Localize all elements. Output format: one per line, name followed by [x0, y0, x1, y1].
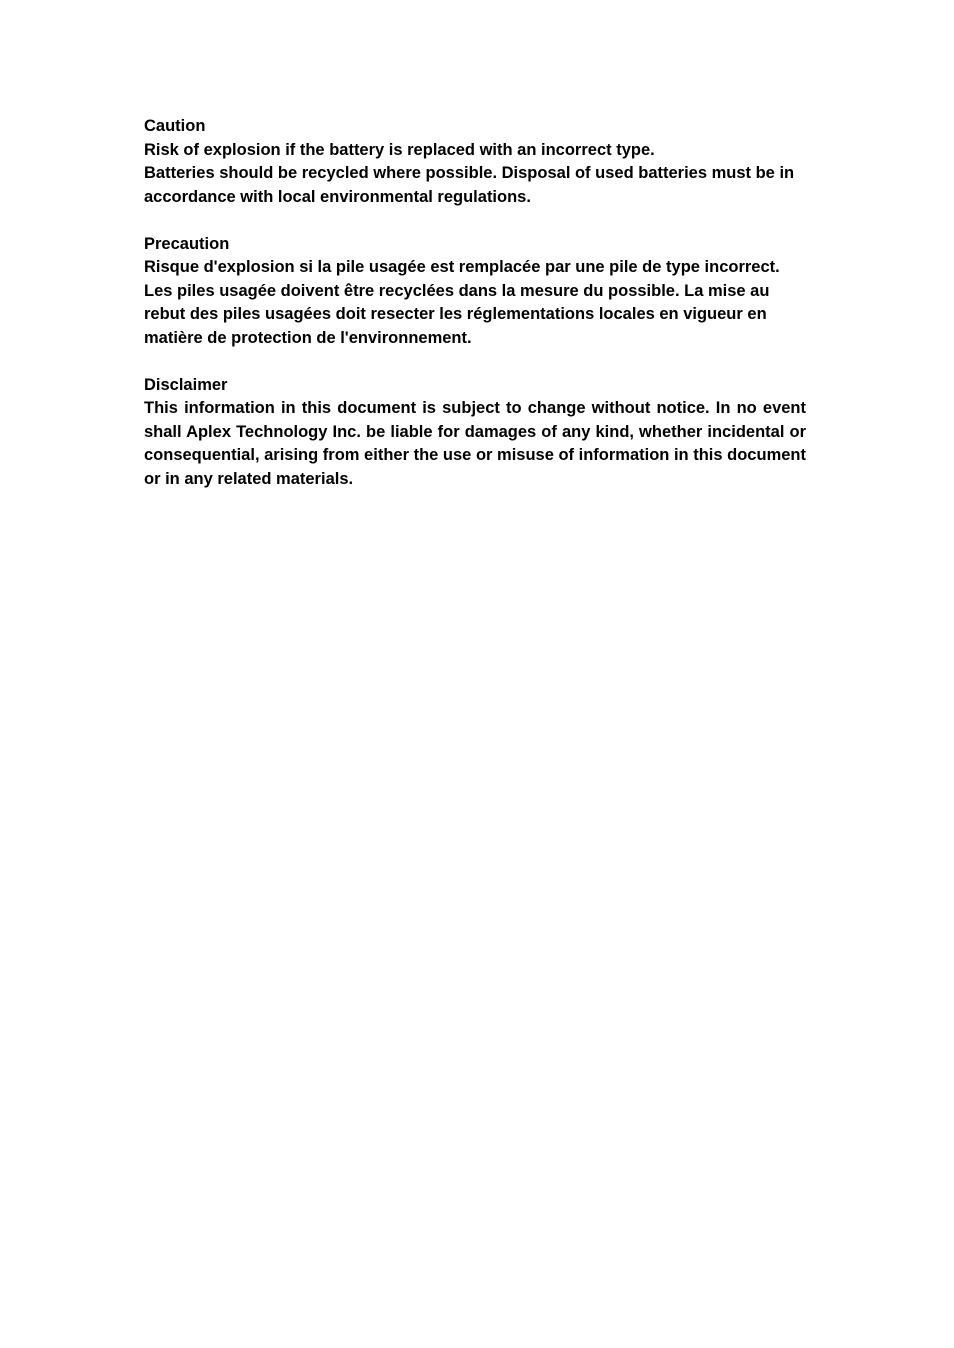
caution-line: Risk of explosion if the battery is replaced with an incorrect type. — [144, 140, 655, 159]
disclaimer-text: This information in this document is subject to change without notice. In no event shall Aplex Technology Inc. be liable for damages of any kind, whether incidental or consequential, arising from either the use or misuse of information in this document or in any related materials. — [144, 399, 806, 488]
caution-line: accordance with local environmental regulations. — [144, 187, 531, 206]
document-page — [144, 115, 806, 515]
caution-line: Batteries should be recycled where possible. Disposal of used batteries must be in — [144, 164, 795, 182]
precaution-section — [144, 233, 806, 351]
precaution-line: rebut des piles usagées doit resecter les réglementations locales en vigueur en — [144, 305, 767, 323]
caution-section — [144, 115, 806, 209]
precaution-line: matière de protection de l'environnement. — [144, 328, 472, 347]
precaution-line: Risque d'explosion si la pile usagée est remplacée par une pile de type incorrect. — [144, 258, 780, 276]
disclaimer-heading: Disclaimer — [144, 375, 228, 394]
precaution-heading: Precaution — [144, 234, 230, 253]
caution-heading: Caution — [144, 117, 206, 135]
disclaimer-section — [144, 374, 806, 492]
precaution-line: Les piles usagée doivent être recyclées dans la mesure du possible. La mise au — [144, 281, 770, 300]
